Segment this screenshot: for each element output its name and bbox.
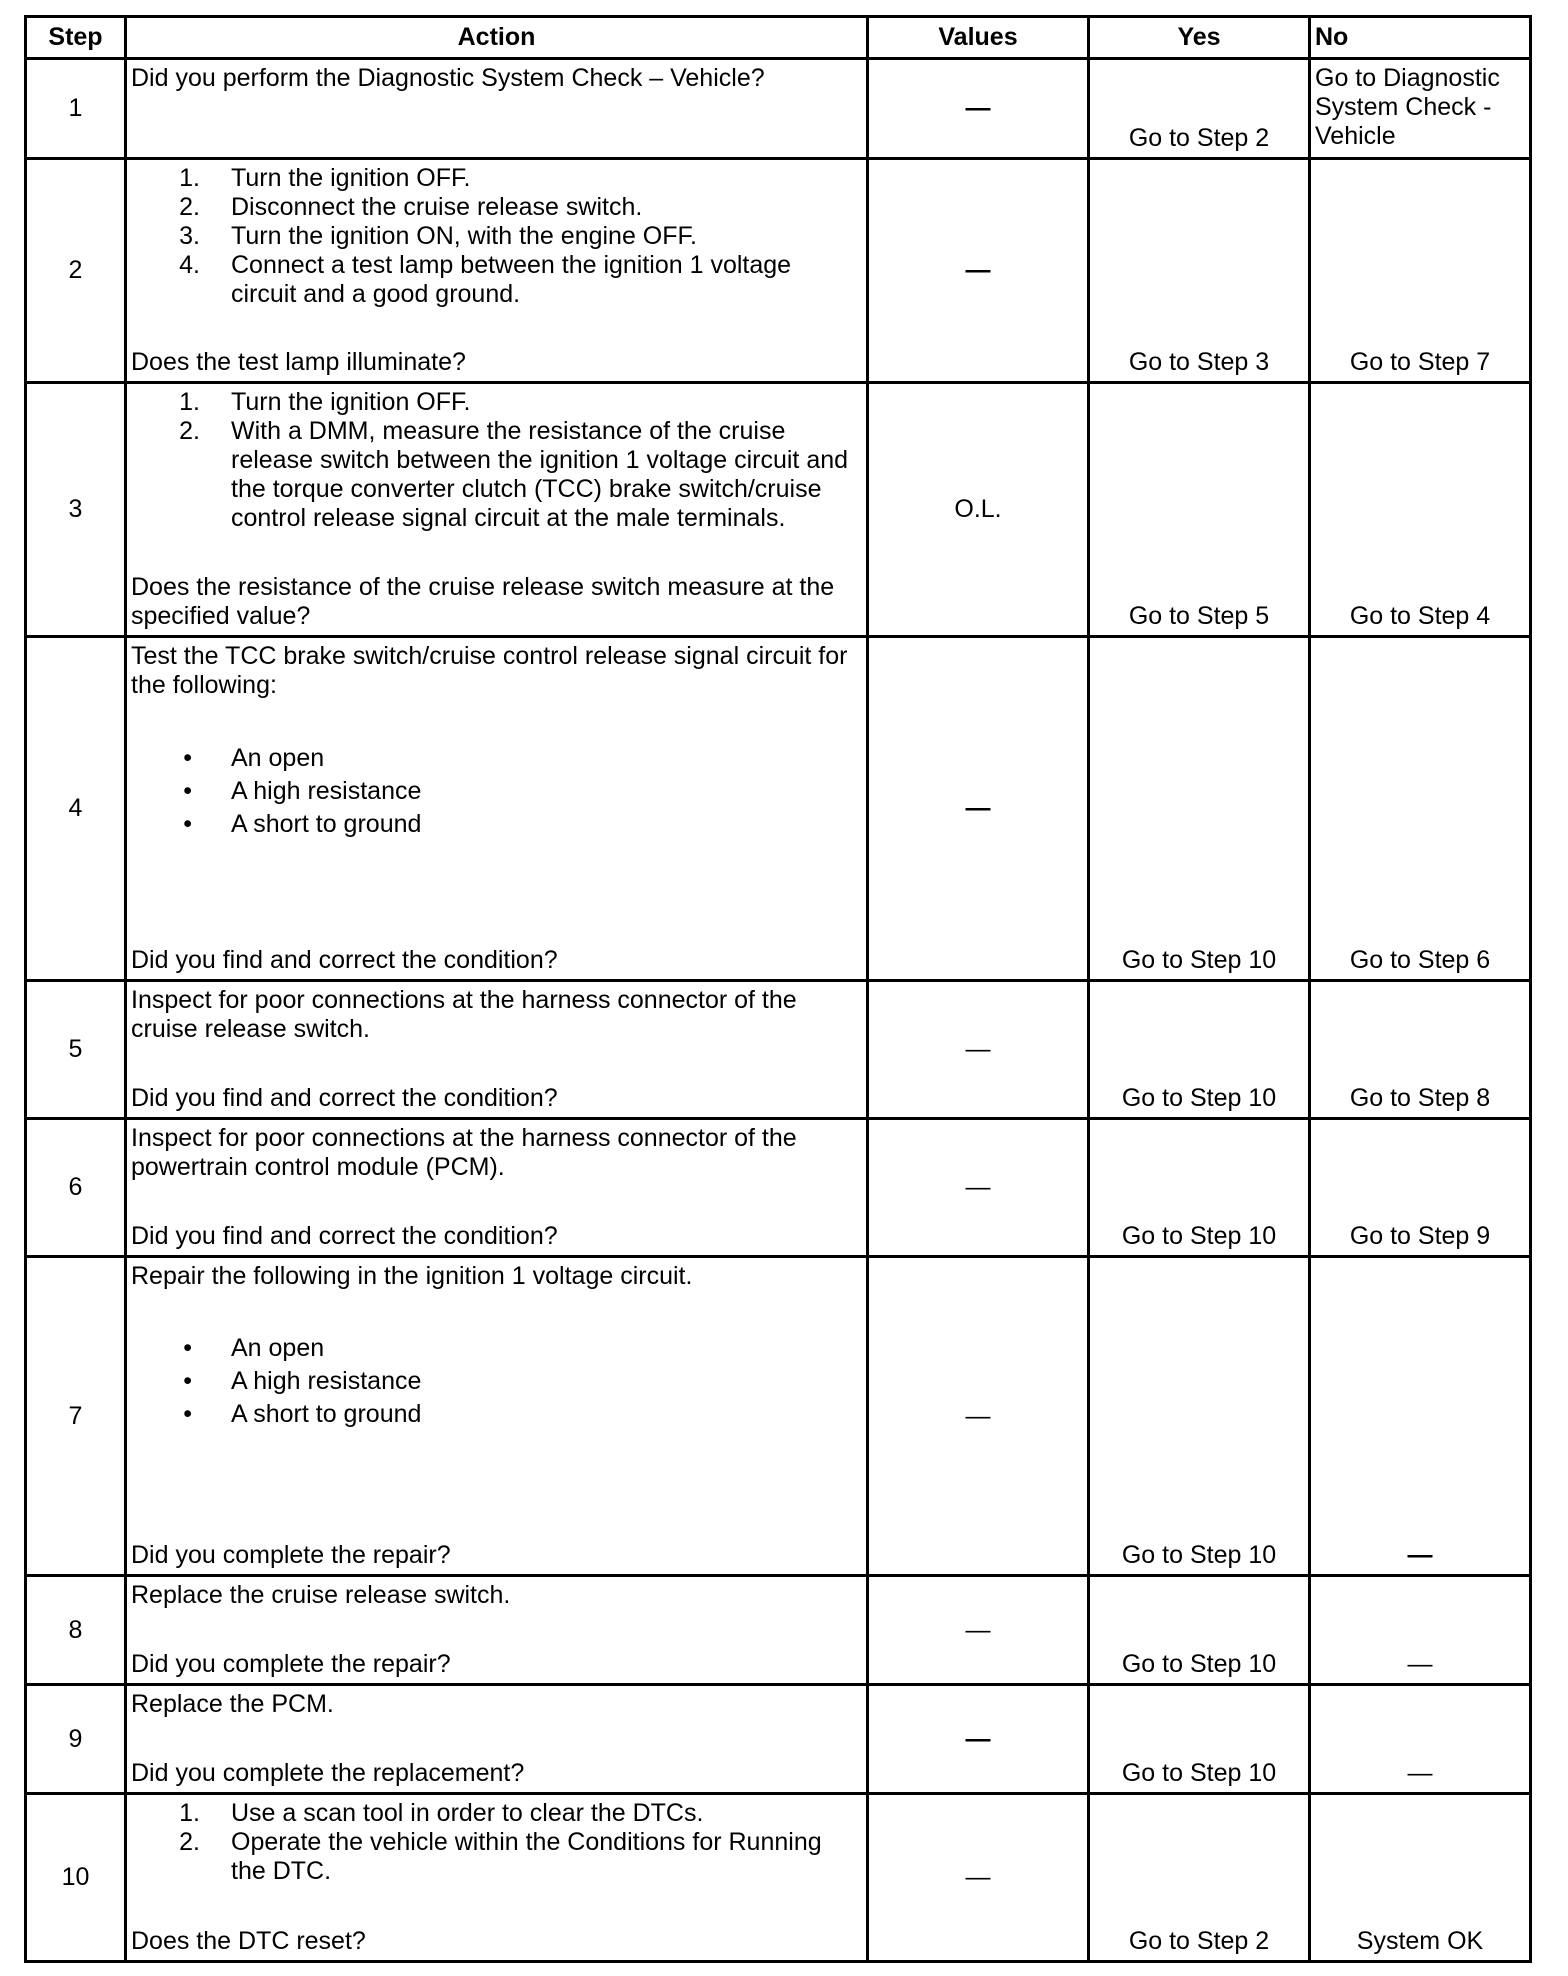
- action-body: [131, 388, 862, 533]
- action-cell: [127, 638, 866, 979]
- bullet-text: A short to ground: [231, 1400, 422, 1428]
- step-text: Turn the ignition OFF.: [231, 388, 471, 416]
- yes-text: Go to Step 2: [1128, 124, 1270, 152]
- step-number: 2: [27, 160, 124, 381]
- no-text: Go to Step 6: [1349, 946, 1491, 974]
- no-cell: [1311, 384, 1529, 635]
- no-cell: [1311, 1795, 1529, 1960]
- numbered-step: [131, 1799, 862, 1828]
- value-text: —: [965, 1173, 991, 1201]
- action-cell: [127, 384, 866, 635]
- yes-text: Go to Step 10: [1121, 1541, 1277, 1569]
- value-text: —: [965, 94, 991, 122]
- step-marker: 1.: [179, 388, 200, 416]
- value-cell: [869, 982, 1087, 1117]
- step-number: 4: [27, 638, 124, 979]
- no-cell: [1311, 60, 1529, 157]
- no-cell: [1311, 1577, 1529, 1683]
- action-text: Replace the PCM.: [131, 1690, 334, 1718]
- bullet-item: [131, 742, 862, 775]
- action-body: [131, 986, 862, 1044]
- action-question: Did you complete the repair?: [131, 1650, 451, 1678]
- action-body: [131, 1124, 862, 1182]
- value-text: —: [965, 1724, 991, 1753]
- step-number: 3: [27, 384, 124, 635]
- no-cell: [1311, 1258, 1529, 1574]
- header-values: Values: [869, 18, 1087, 57]
- bullet-item: [131, 1332, 862, 1365]
- no-text: Go to Step 9: [1349, 1222, 1491, 1250]
- diagnostic-table: [24, 15, 1532, 1963]
- yes-cell: [1090, 160, 1308, 381]
- no-text: Go to Step 4: [1349, 602, 1491, 630]
- action-cell: [127, 160, 866, 381]
- value-text: —: [965, 1035, 991, 1063]
- no-text: Go to Diagnostic System Check - Vehicle: [1315, 64, 1500, 150]
- action-body: [131, 64, 862, 93]
- header-action: Action: [127, 18, 866, 57]
- step-text: Connect a test lamp between the ignition 1 voltage circuit and a good ground.: [231, 251, 792, 308]
- action-question: Did you find and correct the condition?: [131, 1084, 558, 1112]
- no-cell: [1311, 1120, 1529, 1255]
- numbered-step: [131, 164, 862, 193]
- yes-cell: [1090, 60, 1308, 157]
- value-cell: [869, 160, 1087, 381]
- header-yes: Yes: [1090, 18, 1308, 57]
- yes-text: Go to Step 2: [1128, 1927, 1270, 1955]
- action-text: Test the TCC brake switch/cruise control release signal circuit for the following:: [131, 642, 848, 699]
- numbered-step: [131, 251, 862, 309]
- step-marker: 3.: [179, 222, 200, 250]
- step-number: 1: [27, 60, 124, 157]
- action-question: Does the test lamp illuminate?: [131, 348, 466, 376]
- bullet-icon: [131, 808, 192, 841]
- yes-cell: [1090, 1686, 1308, 1792]
- no-text: —: [1407, 1650, 1433, 1678]
- value-text: —: [965, 794, 991, 822]
- action-cell: [127, 982, 866, 1117]
- value-cell: [869, 1795, 1087, 1960]
- action-cell: [127, 1577, 866, 1683]
- bullet-icon: [131, 1365, 192, 1398]
- step-marker: 2.: [179, 193, 200, 221]
- yes-text: Go to Step 10: [1121, 1759, 1277, 1787]
- action-body: [131, 1581, 862, 1610]
- yes-cell: [1090, 638, 1308, 979]
- action-cell: [127, 60, 866, 157]
- no-cell: [1311, 160, 1529, 381]
- action-text: Did you perform the Diagnostic System Check – Vehicle?: [131, 64, 765, 92]
- action-question: Did you complete the repair?: [131, 1541, 451, 1569]
- action-question: Does the resistance of the cruise release switch measure at the specified value?: [131, 573, 835, 630]
- step-number: 10: [27, 1795, 124, 1960]
- yes-cell: [1090, 1258, 1308, 1574]
- value-cell: [869, 384, 1087, 635]
- bullet-item: [131, 1398, 862, 1431]
- numbered-step: [131, 222, 862, 251]
- value-text: O.L.: [954, 495, 1002, 523]
- step-text: With a DMM, measure the resistance of the cruise release switch between the ignition 1 voltage circuit and the torque converter clutch (TCC) brake switch/cruise control release signal circuit at the male terminals.: [231, 417, 849, 532]
- bullet-icon: [131, 742, 192, 775]
- bullet-text: A high resistance: [231, 777, 422, 805]
- step-marker: 2.: [179, 417, 200, 445]
- value-text: —: [965, 1401, 991, 1430]
- yes-text: Go to Step 10: [1121, 1084, 1277, 1112]
- value-cell: [869, 1120, 1087, 1255]
- numbered-step: [131, 388, 862, 417]
- bullet-item: [131, 1365, 862, 1398]
- step-marker: 2.: [179, 1828, 200, 1856]
- action-question: Did you find and correct the condition?: [131, 1222, 558, 1250]
- action-question: Does the DTC reset?: [131, 1927, 366, 1955]
- yes-cell: [1090, 1577, 1308, 1683]
- step-number: 7: [27, 1258, 124, 1574]
- yes-text: Go to Step 3: [1128, 348, 1270, 376]
- bullet-item: [131, 775, 862, 808]
- yes-text: Go to Step 5: [1128, 602, 1270, 630]
- step-text: Turn the ignition ON, with the engine OFF.: [231, 222, 697, 250]
- action-question: Did you complete the replacement?: [131, 1759, 525, 1787]
- yes-cell: [1090, 384, 1308, 635]
- yes-cell: [1090, 1795, 1308, 1960]
- action-text: Replace the cruise release switch.: [131, 1581, 511, 1609]
- value-cell: [869, 60, 1087, 157]
- value-text: —: [965, 256, 991, 284]
- bullet-text: An open: [231, 1334, 325, 1362]
- step-marker: 1.: [179, 1799, 200, 1827]
- no-text: Go to Step 7: [1349, 348, 1491, 376]
- value-cell: [869, 1577, 1087, 1683]
- numbered-step: [131, 417, 862, 533]
- value-cell: [869, 638, 1087, 979]
- yes-text: Go to Step 10: [1121, 1650, 1277, 1678]
- value-text: —: [965, 1863, 991, 1891]
- action-cell: [127, 1686, 866, 1792]
- step-text: Disconnect the cruise release switch.: [231, 193, 643, 221]
- no-text: —: [1407, 1759, 1433, 1787]
- step-text: Turn the ignition OFF.: [231, 164, 471, 192]
- no-text: Go to Step 8: [1349, 1084, 1491, 1112]
- action-body: [131, 1799, 862, 1886]
- no-cell: [1311, 638, 1529, 979]
- numbered-step: [131, 1828, 862, 1886]
- numbered-step: [131, 193, 862, 222]
- yes-cell: [1090, 1120, 1308, 1255]
- action-text: Repair the following in the ignition 1 voltage circuit.: [131, 1262, 693, 1290]
- bullet-text: A high resistance: [231, 1367, 422, 1395]
- value-cell: [869, 1258, 1087, 1574]
- step-number: 9: [27, 1686, 124, 1792]
- step-number: 8: [27, 1577, 124, 1683]
- bullet-icon: [131, 775, 192, 808]
- yes-cell: [1090, 982, 1308, 1117]
- action-text: Inspect for poor connections at the harness connector of the cruise release switch.: [131, 986, 797, 1043]
- bullet-list: [131, 742, 862, 841]
- header-no: No: [1311, 18, 1529, 57]
- bullet-text: An open: [231, 744, 325, 772]
- no-text: —: [1407, 1541, 1433, 1569]
- step-number: 6: [27, 1120, 124, 1255]
- step-text: Operate the vehicle within the Conditions for Running the DTC.: [231, 1828, 822, 1885]
- action-body: [131, 642, 862, 841]
- no-text: System OK: [1356, 1927, 1484, 1955]
- step-marker: 4.: [179, 251, 200, 279]
- action-body: [131, 164, 862, 309]
- bullet-list: [131, 1332, 862, 1431]
- action-body: [131, 1262, 862, 1431]
- action-body: [131, 1690, 862, 1719]
- yes-text: Go to Step 10: [1121, 1222, 1277, 1250]
- action-cell: [127, 1120, 866, 1255]
- step-marker: 1.: [179, 164, 200, 192]
- bullet-icon: [131, 1332, 192, 1365]
- action-text: Inspect for poor connections at the harness connector of the powertrain control module (PCM).: [131, 1124, 797, 1181]
- no-cell: [1311, 1686, 1529, 1792]
- bullet-item: [131, 808, 862, 841]
- value-text: —: [965, 1615, 991, 1644]
- action-cell: [127, 1795, 866, 1960]
- value-cell: [869, 1686, 1087, 1792]
- no-cell: [1311, 982, 1529, 1117]
- action-question: Did you find and correct the condition?: [131, 946, 558, 974]
- step-text: Use a scan tool in order to clear the DTCs.: [231, 1799, 704, 1827]
- bullet-icon: [131, 1398, 192, 1431]
- header-step: Step: [27, 18, 124, 57]
- yes-text: Go to Step 10: [1121, 946, 1277, 974]
- action-cell: [127, 1258, 866, 1574]
- step-number: 5: [27, 982, 124, 1117]
- bullet-text: A short to ground: [231, 810, 422, 838]
